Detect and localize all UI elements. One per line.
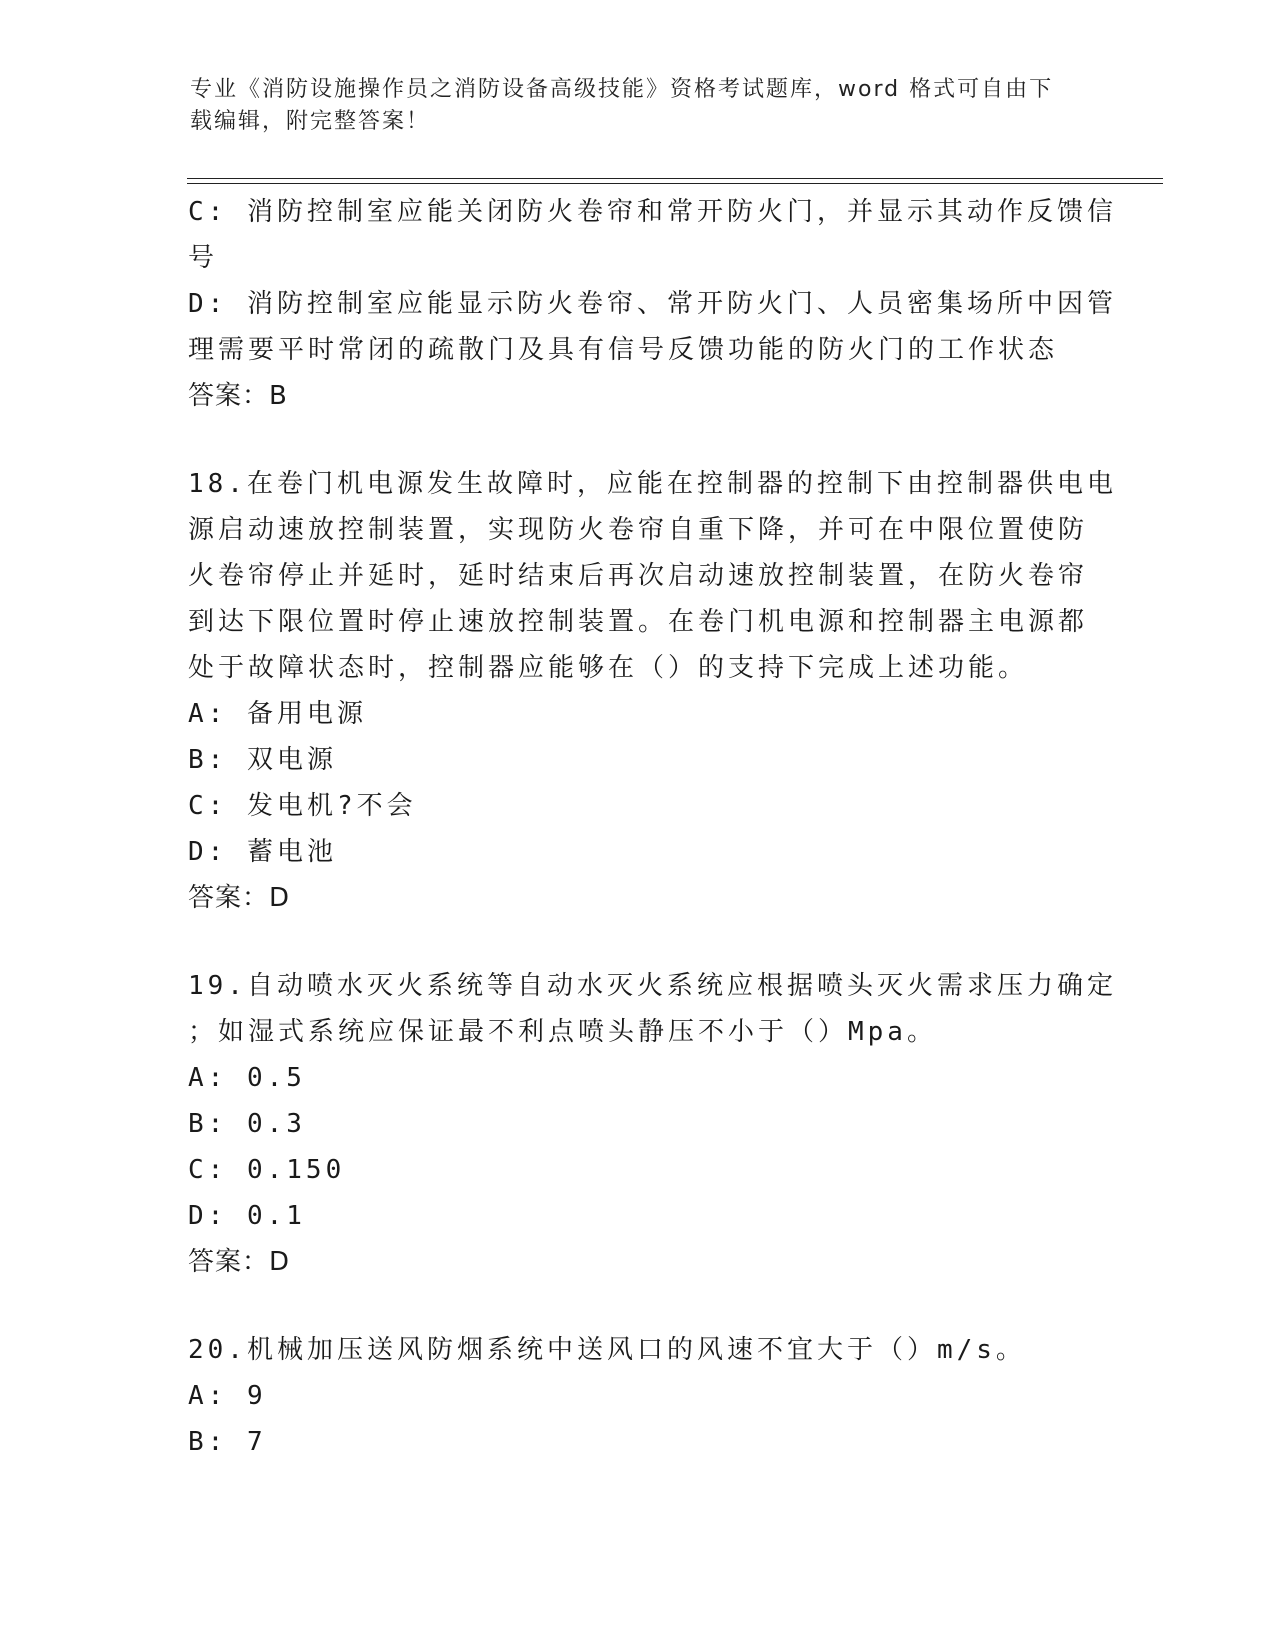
question-content (188, 189, 1117, 1465)
question-19-line-2: ；如湿式系统应保证最不利点喷头静压不小于（）Mpa。 (188, 1017, 937, 1047)
question-18 (188, 461, 1117, 921)
option-d-line-2: 理需要平时常闭的疏散门及具有信号反馈功能的防火门的工作状态 (188, 335, 1059, 365)
option-b: B: 双电源 (188, 745, 337, 775)
question-18-line-3: 火卷帘停止并延时，延时结束后再次启动速放控制装置，在防火卷帘 (188, 561, 1089, 591)
question-18-line-4: 到达下限位置时停止速放控制装置。在卷门机电源和控制器主电源都 (188, 607, 1089, 637)
option-a: A: 9 (188, 1381, 267, 1411)
question-18-line-1: 18.在卷门机电源发生故障时，应能在控制器的控制下由控制器供电电 (188, 469, 1117, 499)
option-c: C: 发电机?不会 (188, 791, 417, 821)
option-b: B: 0.3 (188, 1109, 306, 1139)
header-divider-bottom (187, 183, 1163, 184)
header-line-2: 载编辑，附完整答案！ (190, 109, 431, 134)
document-header (190, 74, 1090, 138)
question-18-line-5: 处于故障状态时，控制器应能够在（）的支持下完成上述功能。 (188, 653, 1029, 683)
option-b: B: 7 (188, 1427, 267, 1457)
answer-18: 答案：D (188, 883, 291, 913)
answer-17: 答案：B (188, 381, 288, 411)
answer-19: 答案：D (188, 1247, 291, 1277)
question-18-line-2: 源启动速放控制装置，实现防火卷帘自重下降，并可在中限位置使防 (188, 515, 1089, 545)
question-20 (188, 1327, 1088, 1465)
option-d-line-1: D: 消防控制室应能显示防火卷帘、常开防火门、人员密集场所中因管 (188, 289, 1117, 319)
option-a: A: 备用电源 (188, 699, 367, 729)
option-c-line-1: C: 消防控制室应能关闭防火卷帘和常开防火门，并显示其动作反馈信 (188, 197, 1117, 227)
option-a: A: 0.5 (188, 1063, 306, 1093)
option-c: C: 0.150 (188, 1155, 346, 1185)
question-19 (188, 963, 1117, 1285)
option-d: D: 0.1 (188, 1201, 306, 1231)
question-19-line-1: 19.自动喷水灭火系统等自动水灭火系统应根据喷头灭火需求压力确定 (188, 971, 1117, 1001)
option-c-line-2: 号 (188, 243, 219, 273)
header-divider-top (187, 178, 1163, 179)
question-17-tail (188, 189, 1117, 419)
option-d: D: 蓄电池 (188, 837, 337, 867)
header-line-1: 专业《消防设施操作员之消防设备高级技能》资格考试题库，word 格式可自由下 (190, 77, 1054, 102)
question-20-line-1: 20.机械加压送风防烟系统中送风口的风速不宜大于（）m/s。 (188, 1335, 1026, 1365)
